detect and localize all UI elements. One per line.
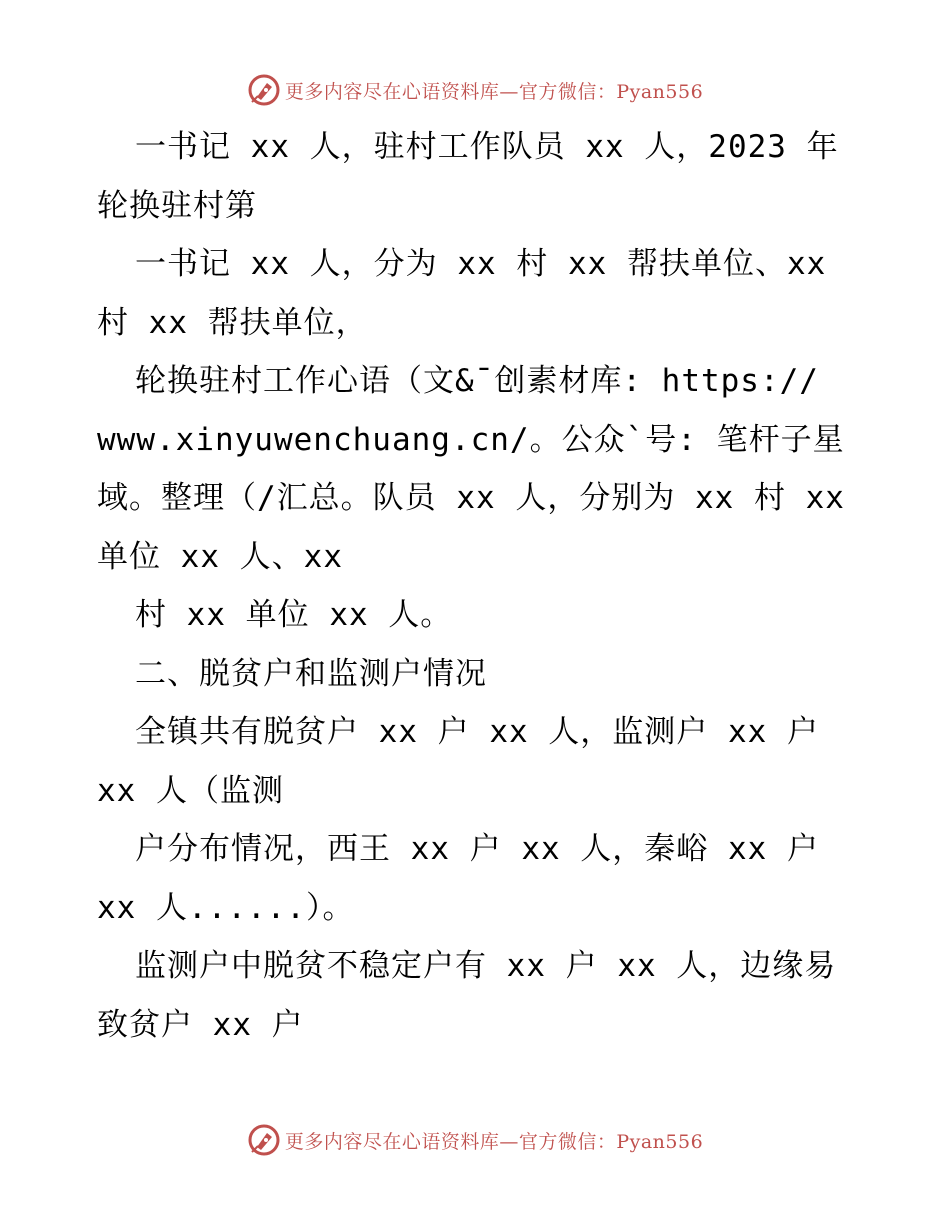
watermark-text: 更多内容尽在心语资料库—官方微信：Pyan556 [284,80,704,103]
section-heading: 二、脱贫户和监测户情况 [135,655,487,692]
text-line: 域。整理（/汇总。队员 xx 人，分别为 xx 村 xx [97,480,845,516]
text-line: 致贫户 xx 户 [97,1006,304,1043]
pen-nib-logo-icon [247,1123,281,1157]
text-line: 轮换驻村第 [97,187,257,224]
document-body [97,118,867,1054]
text-line: www.xinyuwenchuang.cn/。公众`号: 笔杆子星 [97,421,845,458]
text-line: 全镇共有脱贫户 xx 户 xx 人，监测户 xx 户 [135,714,819,750]
text-line: 一书记 xx 人，驻村工作队员 xx 人，2023 年 [135,129,839,165]
header-watermark-banner [0,70,950,110]
text-line: 户分布情况，西王 xx 户 xx 人，秦峪 xx 户 [135,831,819,867]
footer-watermark-banner [0,1120,950,1160]
pen-nib-logo-icon [247,73,281,107]
text-line: xx 人......）。 [97,889,355,926]
text-line: 村 xx 单位 xx 人。 [135,597,453,633]
text-line: 轮换驻村工作心语（文&¯创素材库: https:// [135,363,819,399]
text-line: xx 人（监测 [97,772,284,809]
text-line: 一书记 xx 人，分为 xx 村 xx 帮扶单位、xx [135,246,827,282]
text-line: 监测户中脱贫不稳定户有 xx 户 xx 人，边缘易 [135,948,837,984]
text-line: 村 xx 帮扶单位， [97,304,368,341]
watermark-text: 更多内容尽在心语资料库—官方微信：Pyan556 [284,1130,704,1153]
text-line: 单位 xx 人、xx [97,538,343,575]
